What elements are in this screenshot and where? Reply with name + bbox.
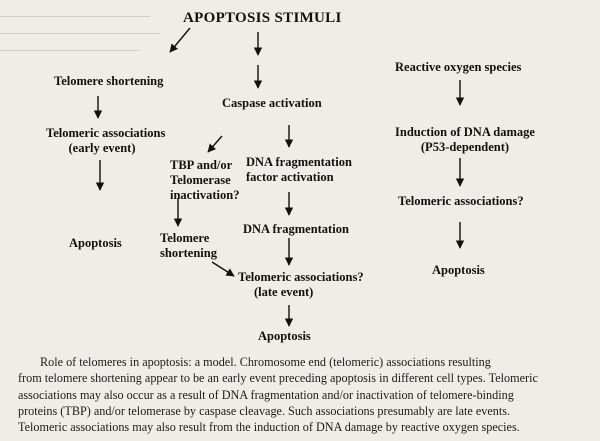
node-induction-dna-damage-line2: (P53-dependent) <box>420 140 510 154</box>
node-telomeric-associations-early-line2: (early event) <box>68 141 136 155</box>
caption-line-5: Telomeric associations may also result from the induction of DNA damage by reactive oxygen species. <box>18 420 520 435</box>
node-caspase-activation: Caspase activation <box>222 96 322 110</box>
node-telomeric-associations-late <box>238 270 364 300</box>
node-telomere-shortening-2-line1: Telomere <box>160 231 210 245</box>
node-telomere-shortening-2-line2: shortening <box>160 246 217 260</box>
node-induction-dna-damage <box>395 125 535 155</box>
caption-line-1: Role of telomeres in apoptosis: a model. Chromosome end (telomeric) associations resulting <box>40 355 491 369</box>
node-telomeric-associations-early <box>46 126 166 156</box>
node-telomeric-associations-right: Telomeric associations? <box>398 194 524 208</box>
diagram-title: APOPTOSIS STIMULI <box>183 10 342 26</box>
node-apoptosis-center: Apoptosis <box>258 329 311 343</box>
node-dna-fragmentation-factor <box>246 155 352 185</box>
node-apoptosis-right: Apoptosis <box>432 263 485 277</box>
arrow-shortening2-to-assoc-late <box>212 262 234 276</box>
caption-line-2: from telomere shortening appear to be an early event preceding apoptosis in different cell types. Telomeric <box>18 371 538 386</box>
node-tbp-telomerase-inactivation <box>170 158 239 203</box>
node-induction-dna-damage-line1: Induction of DNA damage <box>395 125 535 139</box>
node-tbp-line2: Telomerase <box>170 173 231 187</box>
node-apoptosis-left: Apoptosis <box>69 236 122 250</box>
figure-caption <box>18 354 592 435</box>
node-reactive-oxygen-species: Reactive oxygen species <box>395 60 522 74</box>
node-tbp-line1: TBP and/or <box>170 158 233 172</box>
node-dna-fragmentation: DNA fragmentation <box>243 222 349 236</box>
arrow-title-to-telomere-shortening <box>170 28 190 52</box>
node-telomeric-associations-late-line1: Telomeric associations? <box>238 270 364 284</box>
node-telomeric-associations-early-line1: Telomeric associations <box>46 126 166 140</box>
node-dna-fragmentation-factor-line2: factor activation <box>246 170 334 184</box>
caption-line-4: proteins (TBP) and/or telomerase by caspase cleavage. Such associations presumably are late events. <box>18 403 511 418</box>
arrow-caspase-to-tbp <box>208 136 222 152</box>
caption-line-3: associations may also occur as a result of DNA fragmentation and/or inactivation of telomere-binding <box>18 387 514 402</box>
node-dna-fragmentation-factor-line1: DNA fragmentation <box>246 155 352 169</box>
node-telomeric-associations-late-line2: (late event) <box>254 285 314 299</box>
node-tbp-line3: inactivation? <box>170 188 240 202</box>
node-telomere-shortening-2 <box>160 231 217 261</box>
node-telomere-shortening: Telomere shortening <box>54 74 164 88</box>
